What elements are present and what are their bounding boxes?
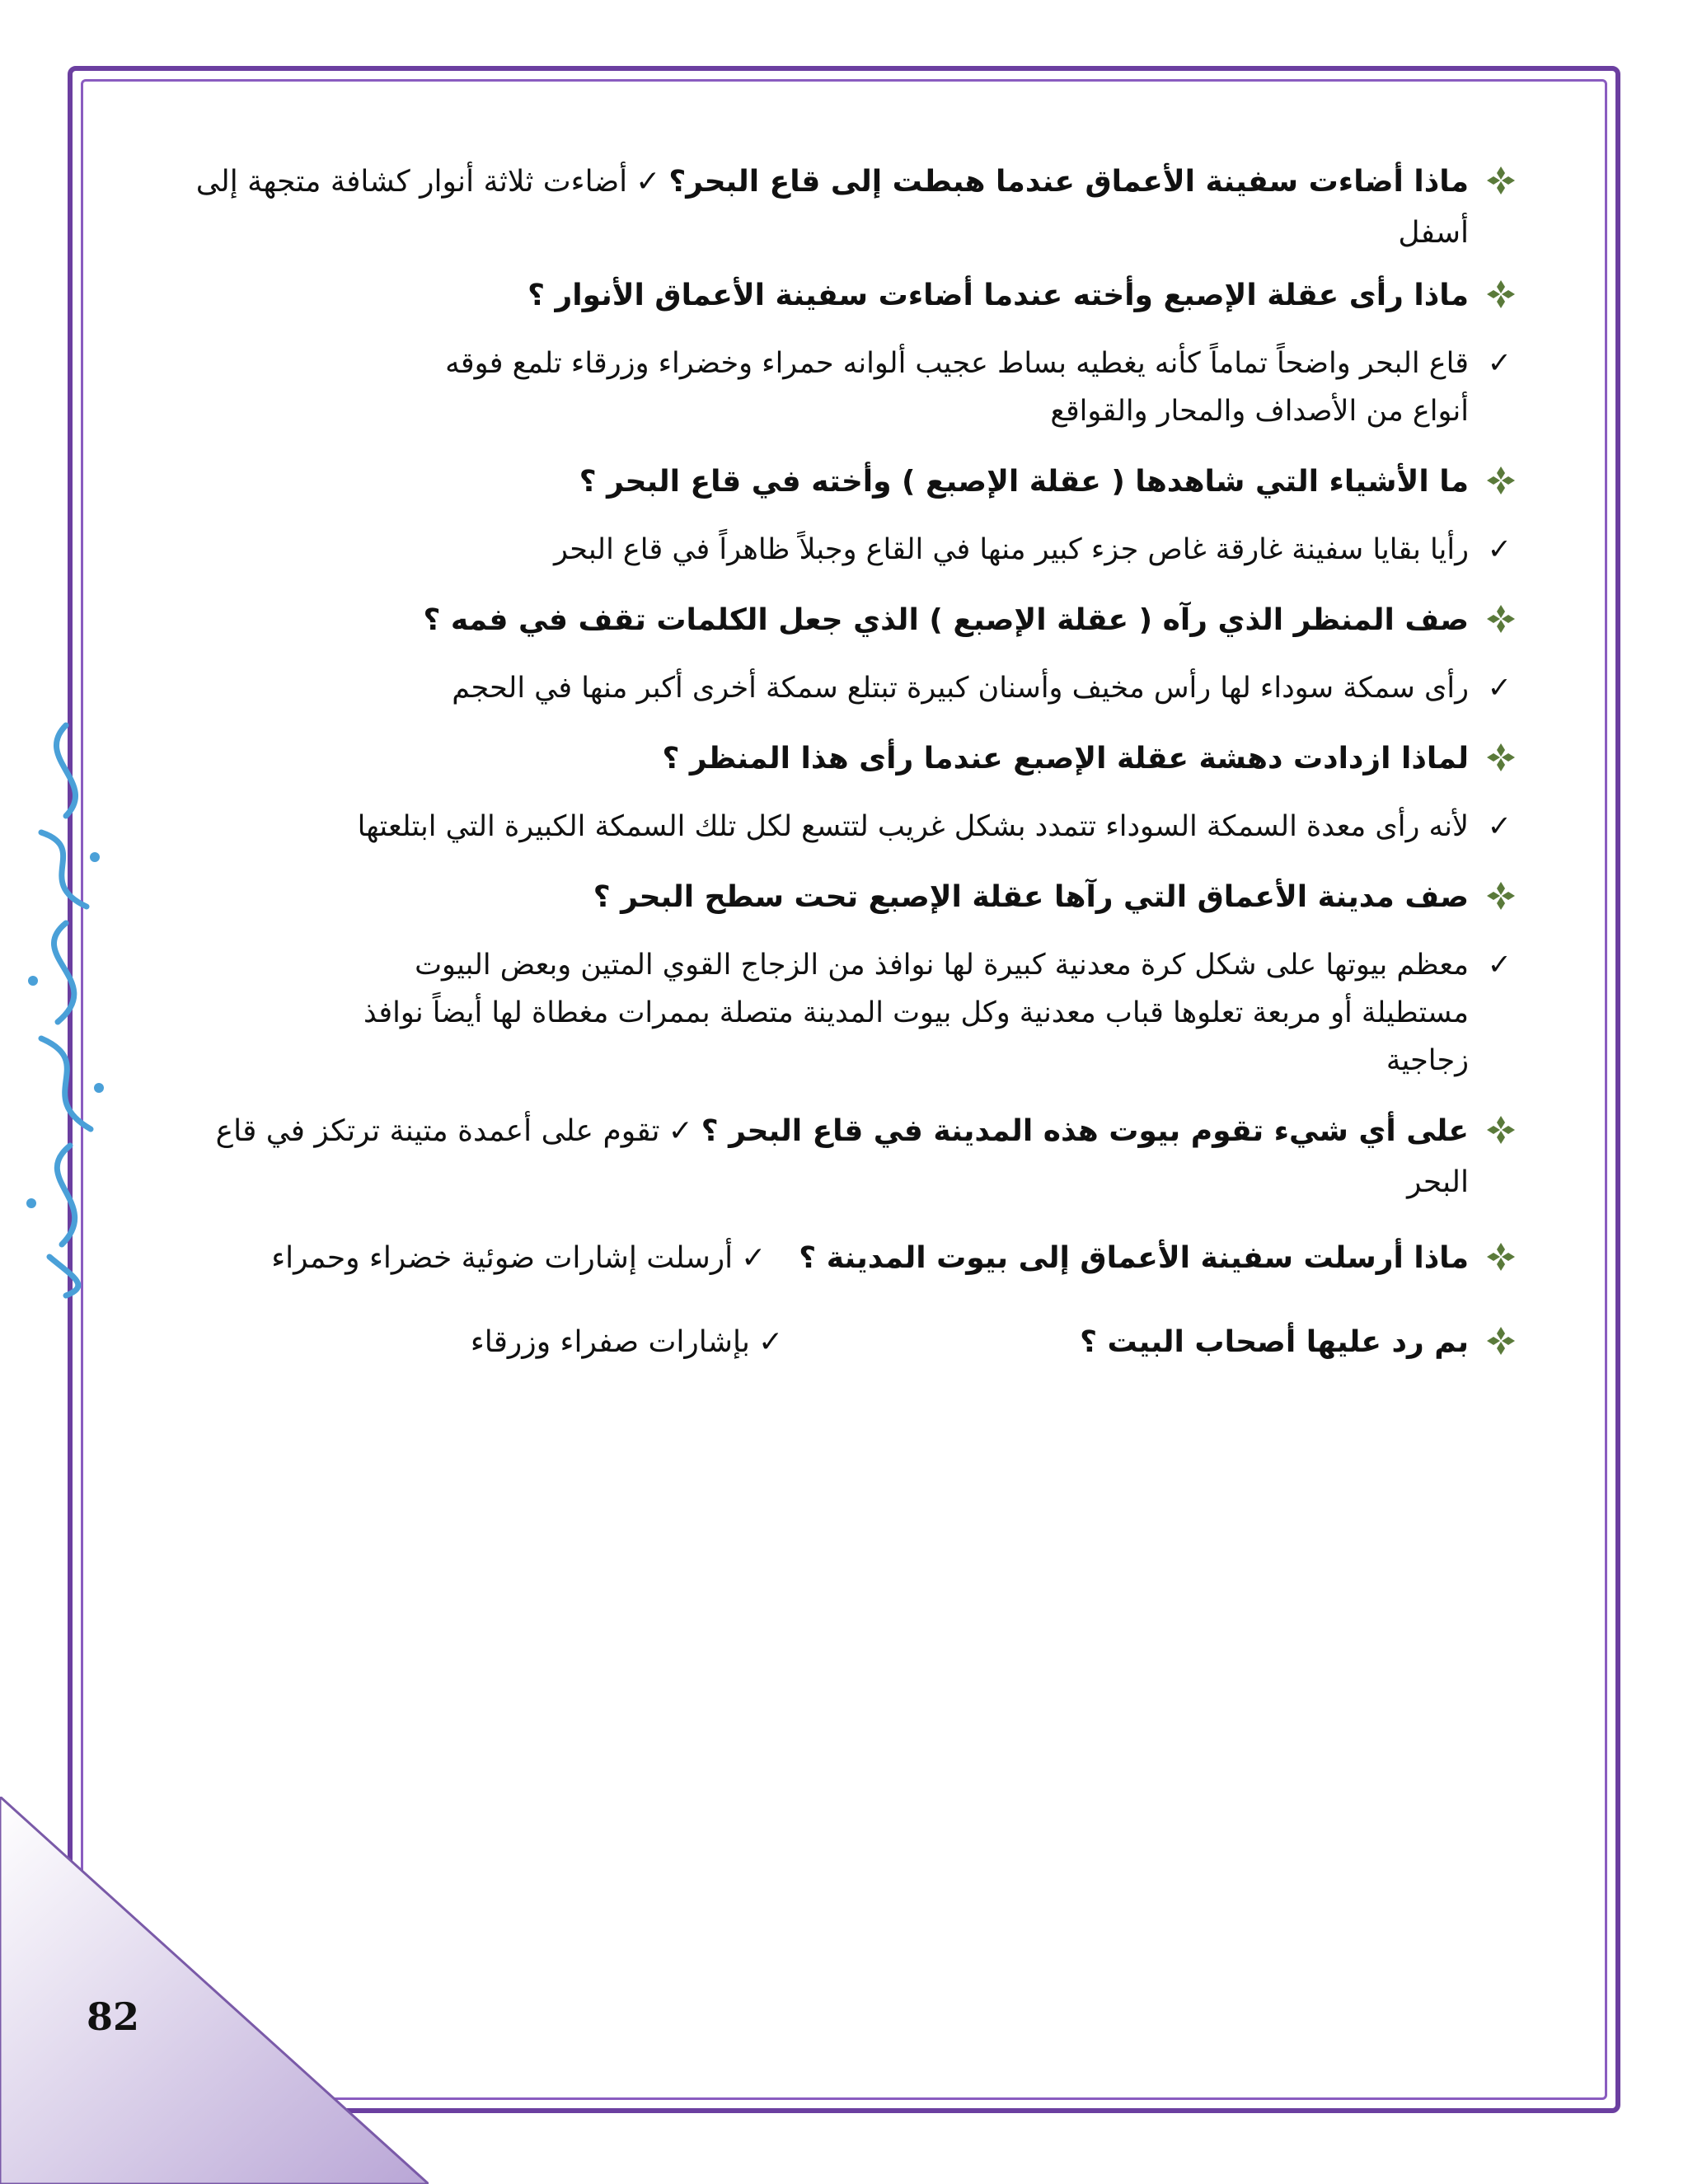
answer-text: أنواع من الأصداف والمحار والقواقع <box>1050 395 1469 428</box>
page-number: 82 <box>87 1994 140 2039</box>
question-item <box>165 595 1517 646</box>
four-diamond-bullet-icon <box>1485 165 1517 196</box>
answer-item <box>165 340 1517 435</box>
question-item <box>165 1106 1517 1208</box>
qa-content <box>165 157 1517 1368</box>
answer-text: رأيا بقايا سفينة غارقة غاص جزء كبير منها في القاع وجبلاً ظاهراً في قاع البحر <box>553 533 1469 566</box>
question-text: بم رد عليها أصحاب البيت ؟ <box>1080 1325 1469 1359</box>
answer-text: تقوم على أعمدة متينة ترتكز في قاع البحر <box>215 1114 1469 1199</box>
four-diamond-bullet-icon <box>1485 279 1517 310</box>
checkmark-icon: ✓ <box>1487 533 1512 566</box>
question-text: ما الأشياء التي شاهدها ( عقلة الإصبع ) وأخته في قاع البحر ؟ <box>579 465 1469 499</box>
answer-text: معظم بيوتها على شكل كرة معدنية كبيرة لها نوافذ من الزجاج القوي المتين وبعض البيوت <box>415 949 1469 982</box>
question-item <box>165 1233 1517 1284</box>
question-text: لماذا ازدادت دهشة عقلة الإصبع عندما رأى هذا المنظر ؟ <box>662 742 1469 776</box>
question-text: ماذا أرسلت سفينة الأعماق إلى بيوت المدينة ؟ <box>799 1241 1469 1275</box>
answer-text: أرسلت إشارات ضوئية خضراء وحمراء <box>271 1241 734 1275</box>
question-text: ماذا رأى عقلة الإصبع وأخته عندما أضاءت سفينة الأعماق الأنوار ؟ <box>528 279 1469 312</box>
checkmark-icon: ✓ <box>757 1325 784 1359</box>
four-diamond-bullet-icon <box>1485 880 1517 912</box>
question-item <box>165 1317 1517 1368</box>
four-diamond-bullet-icon <box>1485 1241 1517 1272</box>
answer-item <box>165 664 1517 712</box>
four-diamond-bullet-icon <box>1485 465 1517 496</box>
question-item <box>165 733 1517 785</box>
checkmark-icon: ✓ <box>741 1241 767 1275</box>
answer-text: قاع البحر واضحاً تماماً كأنه يغطيه بساط عجيب ألوانه حمراء وخضراء وزرقاء تلمع فوقه <box>445 347 1469 380</box>
question-text: على أي شيء تقوم بيوت هذه المدينة في قاع البحر ؟ <box>701 1114 1469 1148</box>
question-text: ماذا أضاءت سفينة الأعماق عندما هبطت إلى قاع البحر؟ <box>668 165 1469 199</box>
answer-item <box>165 803 1517 851</box>
answer-text: زجاجية <box>1386 1044 1469 1077</box>
checkmark-icon: ✓ <box>668 1114 693 1148</box>
question-text: صف مدينة الأعماق التي رآها عقلة الإصبع تحت سطح البحر ؟ <box>593 880 1469 914</box>
checkmark-icon: ✓ <box>1487 810 1512 843</box>
question-item <box>165 157 1517 259</box>
question-item <box>165 457 1517 508</box>
question-item <box>165 872 1517 923</box>
answer-text: بإشارات صفراء وزرقاء <box>470 1325 750 1359</box>
checkmark-icon: ✓ <box>1487 672 1512 705</box>
calligraphy-signature-logo <box>8 709 124 1302</box>
four-diamond-bullet-icon <box>1485 742 1517 773</box>
checkmark-icon: ✓ <box>635 165 661 199</box>
checkmark-icon: ✓ <box>1487 949 1512 982</box>
four-diamond-bullet-icon <box>1485 1325 1517 1357</box>
checkmark-icon: ✓ <box>1487 347 1512 380</box>
corner-triangle-decoration <box>0 1797 429 2184</box>
question-text: صف المنظر الذي رآه ( عقلة الإصبع ) الذي جعل الكلمات تقف في فمه ؟ <box>423 603 1469 637</box>
answer-text: مستطيلة أو مربعة تعلوها قباب معدنية وكل بيوت المدينة متصلة بممرات مغطاة لها أيضاً نوافذ <box>363 996 1469 1029</box>
answer-item <box>165 526 1517 574</box>
four-diamond-bullet-icon <box>1485 1114 1517 1146</box>
four-diamond-bullet-icon <box>1485 603 1517 635</box>
answer-item <box>165 941 1517 1085</box>
question-item <box>165 270 1517 321</box>
answer-text: رأى سمكة سوداء لها رأس مخيف وأسنان كبيرة تبتلع سمكة أخرى أكبر منها في الحجم <box>452 672 1469 705</box>
answer-text: أضاءت ثلاثة أنوار كشافة متجهة إلى أسفل <box>195 165 1469 250</box>
answer-text: لأنه رأى معدة السمكة السوداء تتمدد بشكل غريب لتتسع لكل تلك السمكة الكبيرة التي ابتلعتها <box>357 810 1469 843</box>
